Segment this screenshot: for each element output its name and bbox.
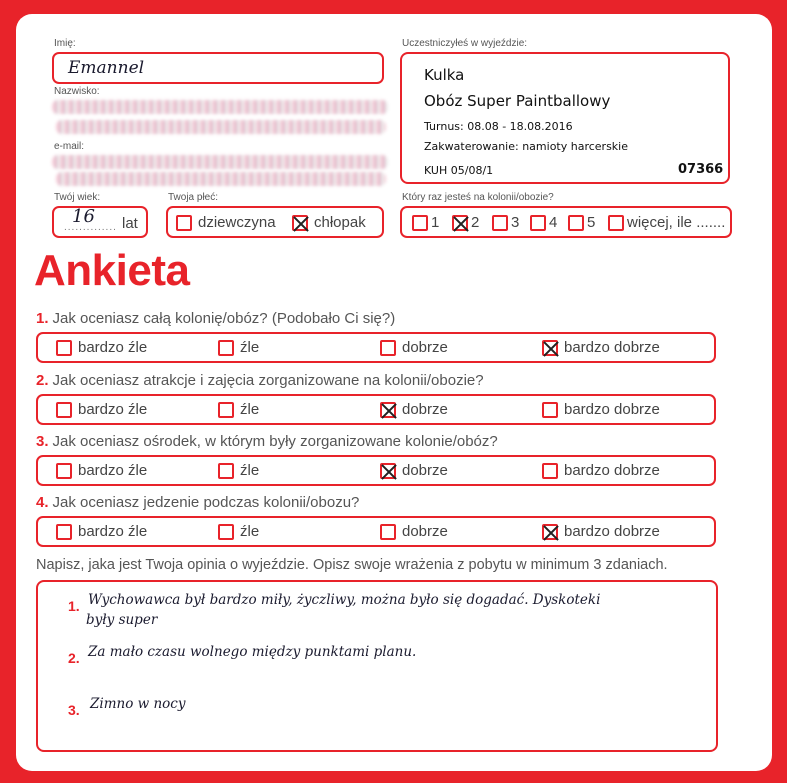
opinion-line-1-num: 1. <box>68 598 80 614</box>
opinion-line-3-num: 3. <box>68 702 80 718</box>
q1-zle[interactable]: źle <box>218 339 259 356</box>
nazwisko-redacted-2 <box>56 120 386 134</box>
opinion-line-2-num: 2. <box>68 650 80 666</box>
checkbox-icon[interactable] <box>568 215 584 231</box>
ktory-field <box>400 206 732 238</box>
checkbox-icon[interactable] <box>56 402 72 418</box>
ktory-label: Który raz jesteś na kolonii/obozie? <box>402 192 554 203</box>
checkbox-checked-icon[interactable] <box>452 215 468 231</box>
ktory-option-4[interactable]: 4 <box>530 214 557 231</box>
q3-zle[interactable]: źle <box>218 462 259 479</box>
camp-number: 07366 <box>678 162 724 177</box>
checkbox-checked-icon[interactable] <box>380 463 396 479</box>
uczestnik-label: Uczestniczyłeś w wyjeździe: <box>402 38 528 49</box>
wiek-label: Twój wiek: <box>54 192 101 203</box>
q1-bardzo-dobrze[interactable]: bardzo dobrze <box>542 339 660 356</box>
q1-dobrze[interactable]: dobrze <box>380 339 448 356</box>
opinion-prompt: Napisz, jaka jest Twoja opinia o wyjeździe. Opisz swoje wrażenia z pobytu w minimum 3 zdaniach. <box>36 557 668 573</box>
camp-code: KUH 05/08/1 <box>424 164 494 177</box>
question-4: 4. Jak oceniasz jedzenie podczas kolonii/obozu? <box>36 494 360 511</box>
camp-program: Obóz Super Paintballowy <box>424 92 611 110</box>
wiek-value: 16 <box>72 206 95 227</box>
checkbox-icon[interactable] <box>218 463 234 479</box>
checkbox-icon[interactable] <box>542 463 558 479</box>
imie-value: Emannel <box>68 58 145 78</box>
question-2: 2. Jak oceniasz atrakcje i zajęcia zorganizowane na kolonii/obozie? <box>36 372 484 389</box>
q4-bardzo-zle[interactable]: bardzo źle <box>56 523 147 540</box>
plec-label: Twoja płeć: <box>168 192 219 203</box>
q1-bardzo-zle[interactable]: bardzo źle <box>56 339 147 356</box>
checkbox-icon[interactable] <box>608 215 624 231</box>
camp-turnus: Turnus: 08.08 - 18.08.2016 <box>424 120 573 133</box>
checkbox-icon[interactable] <box>218 402 234 418</box>
checkbox-icon[interactable] <box>530 215 546 231</box>
nazwisko-redacted <box>52 100 388 114</box>
ktory-option-3[interactable]: 3 <box>492 214 519 231</box>
nazwisko-label: Nazwisko: <box>54 86 100 97</box>
survey-title: Ankieta <box>34 246 190 295</box>
email-redacted <box>52 155 388 169</box>
opinion-line-2: Za mało czasu wolnego między punktami planu. <box>88 644 417 660</box>
checkbox-icon[interactable] <box>542 402 558 418</box>
q2-bardzo-dobrze[interactable]: bardzo dobrze <box>542 401 660 418</box>
checkbox-icon[interactable] <box>412 215 428 231</box>
checkbox-icon[interactable] <box>380 340 396 356</box>
camp-info-box <box>400 52 730 184</box>
opinion-line-1-cont: były super <box>86 612 158 628</box>
imie-label: Imię: <box>54 38 76 49</box>
q3-bardzo-dobrze[interactable]: bardzo dobrze <box>542 462 660 479</box>
q2-zle[interactable]: źle <box>218 401 259 418</box>
question-1: 1. Jak oceniasz całą kolonię/obóz? (Podobało Ci się?) <box>36 310 396 327</box>
email-redacted-2 <box>56 172 386 186</box>
checkbox-icon[interactable] <box>176 215 192 231</box>
camp-name: Kulka <box>424 66 465 84</box>
question-2-options <box>36 394 716 425</box>
ktory-option-1[interactable]: 1 <box>412 214 439 231</box>
checkbox-icon[interactable] <box>218 524 234 540</box>
camp-zakwaterowanie: Zakwaterowanie: namioty harcerskie <box>424 140 628 153</box>
wiek-dots: .............. <box>64 222 117 233</box>
imie-field[interactable] <box>52 52 384 84</box>
q4-bardzo-dobrze[interactable]: bardzo dobrze <box>542 523 660 540</box>
q3-dobrze[interactable]: dobrze <box>380 462 448 479</box>
question-1-options <box>36 332 716 363</box>
q4-dobrze[interactable]: dobrze <box>380 523 448 540</box>
question-4-options <box>36 516 716 547</box>
checkbox-icon[interactable] <box>218 340 234 356</box>
opinion-box[interactable] <box>36 580 718 752</box>
checkbox-icon[interactable] <box>56 463 72 479</box>
opinion-line-1: Wychowawca był bardzo miły, życzliwy, można było się dogadać. Dyskoteki <box>88 592 601 608</box>
checkbox-icon[interactable] <box>56 340 72 356</box>
checkbox-checked-icon[interactable] <box>292 215 308 231</box>
ktory-option-more[interactable]: więcej, ile ....... <box>608 214 725 231</box>
ktory-option-2[interactable]: 2 <box>452 214 479 231</box>
q2-dobrze[interactable]: dobrze <box>380 401 448 418</box>
plec-option-chlopak[interactable]: chłopak <box>292 214 366 231</box>
opinion-line-3: Zimno w nocy <box>90 696 186 712</box>
checkbox-icon[interactable] <box>492 215 508 231</box>
plec-field <box>166 206 384 238</box>
ktory-option-5[interactable]: 5 <box>568 214 595 231</box>
checkbox-checked-icon[interactable] <box>542 524 558 540</box>
plec-option-dziewczyna[interactable]: dziewczyna <box>176 214 276 231</box>
checkbox-icon[interactable] <box>380 524 396 540</box>
checkbox-checked-icon[interactable] <box>542 340 558 356</box>
q3-bardzo-zle[interactable]: bardzo źle <box>56 462 147 479</box>
question-3-options <box>36 455 716 486</box>
checkbox-checked-icon[interactable] <box>380 402 396 418</box>
q4-zle[interactable]: źle <box>218 523 259 540</box>
checkbox-icon[interactable] <box>56 524 72 540</box>
email-label: e-mail: <box>54 141 85 152</box>
wiek-unit: lat <box>122 215 138 232</box>
wiek-field[interactable] <box>52 206 148 238</box>
question-3: 3. Jak oceniasz ośrodek, w którym były zorganizowane kolonie/obóz? <box>36 433 498 450</box>
q2-bardzo-zle[interactable]: bardzo źle <box>56 401 147 418</box>
